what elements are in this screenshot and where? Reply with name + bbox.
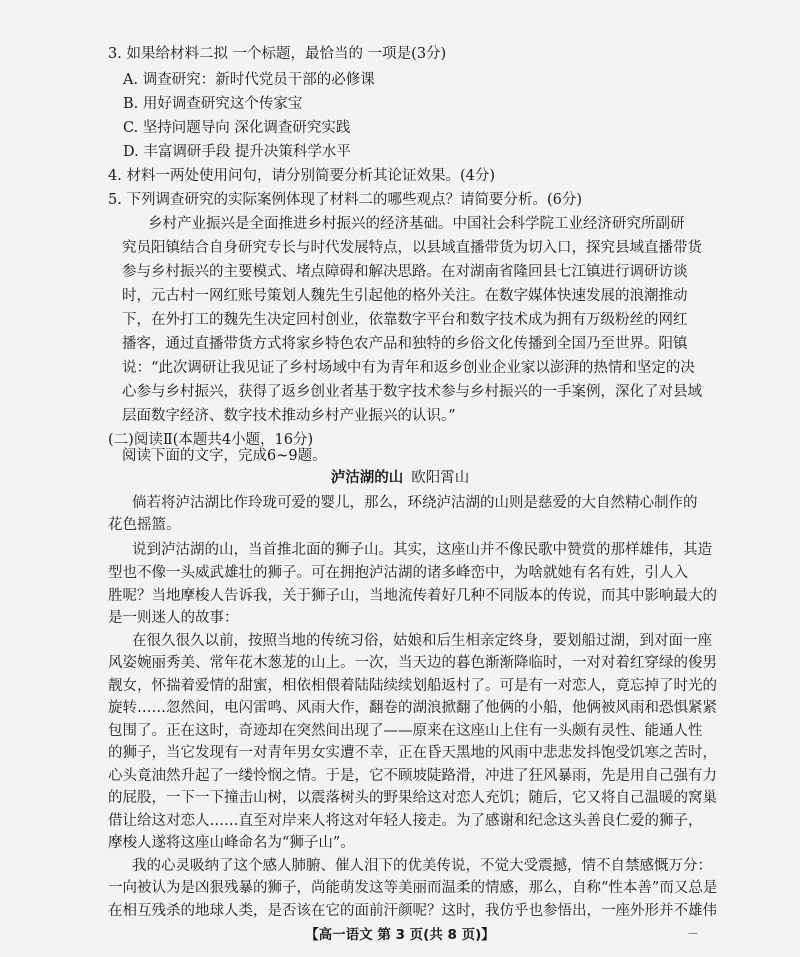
article-line: 的狮子，当它发现有一对青年男女实遭不幸，正在昏天黑地的风雨中悲悲发抖饱受饥寒之苦时，	[108, 745, 717, 761]
article-line: 靓女，怀揣着爱情的甜蜜，相依相偎着陆陆续续划船返村了。可是有一对恋人，竟忘掉了时光的	[108, 678, 717, 694]
article-line: 在相互残杀的地球人类，是否该在它的面前汗颜呢？这时，我仿乎也参悟出，一座外形并不雄伟	[108, 903, 717, 919]
article-line: 说到泸沽湖的山，当首推北面的狮子山。其实，这座山并不像民歌中赞赏的那样雄伟，其造	[132, 542, 712, 558]
section-instruction: 阅读下面的文字，完成6~9题。	[122, 448, 327, 464]
case-line: 究员阳镇结合自身研究专长与时代发展特点，以县域直播带货为切入口，探究县域直播带货	[122, 240, 702, 256]
option-d: D. 丰富调研手段 提升决策科学水平	[123, 144, 351, 160]
case-line: 时，元古村一网红账号策划人魏先生引起他的格外关注。在数字媒体快速发展的浪潮推动	[122, 288, 688, 304]
case-line: 说：“此次调研让我见证了乡村场域中有为青年和返乡创业企业家以澎湃的热情和坚定的决	[122, 360, 695, 376]
page-footer	[0, 926, 800, 944]
case-line: 参与乡村振兴的主要模式、堵点障碍和解决思路。在对湖南省隆回县七江镇进行调研访谈	[122, 264, 688, 280]
case-line: 下，在外打工的魏先生决定回村创业，依靠数字平台和数字技术成为拥有万级粉丝的网红	[122, 312, 688, 328]
case-line: 乡村产业振兴是全面推进乡村振兴的经济基础。中国社会科学院工业经济研究所副研	[148, 216, 685, 232]
article-line: 风姿婉丽秀美、常年花木葱茏的山上。一次，当天边的暮色渐渐降临时，一对对着红穿绿的俊男	[108, 655, 717, 671]
article-line: 的屁股，一下一下撞击山树，以震落树头的野果给这对恋人充饥；随后，它又将自己温暖的窝巢	[108, 790, 717, 806]
article-author: 欧阳霄山	[411, 470, 470, 486]
article-line: 包围了。正在这时，奇迹却在突然间出现了——原来在这座山上住有一头颇有灵性、能通人性	[108, 723, 703, 739]
article-line: 倘若将泸沽湖比作玲珑可爱的婴儿，那么，环绕泸沽湖的山则是慈爱的大自然精心制作的	[132, 495, 698, 511]
article-line: 我的心灵吸纳了这个感人肺腑、催人泪下的优美传说，不觉大受震撼，情不自禁感慨万分：	[132, 858, 712, 874]
section-heading: (二)阅读Ⅱ(本题共4小题，16分)	[108, 432, 314, 448]
article-line: 借让给这对恋人……直至对岸来人将这对年轻人接走。为了感谢和纪念这头善良仁爱的狮子，	[108, 813, 703, 829]
article-line: 旋转……忽然间，电闪雷鸣、风雨大作，翻卷的湖浪掀翻了他俩的小船，他俩被风雨和恐惧紧紧	[108, 700, 717, 716]
article-line: 在很久很久以前，按照当地的传统习俗，姑娘和后生相亲定终身，要划船过湖，到对面一座	[132, 633, 712, 649]
option-c: C. 坚持问题导向 深化调查研究实践	[123, 120, 351, 136]
article-line: 心头竟油然升起了一缕怜悯之情。于是，它不顾坡陡路滑，冲进了狂风暴雨，先是用自己强有力	[108, 768, 717, 784]
article-line: 胜呢？当地摩梭人告诉我，关于狮子山，当地流传着好几种不同版本的传说，而其中影响最大的	[108, 588, 717, 604]
case-line: 层面数字经济、数字技术推动乡村产业振兴的认识。”	[122, 408, 456, 424]
case-line: 心参与乡村振兴，获得了返乡创业者基于数字技术参与乡村振兴的一手案例，深化了对县域	[122, 384, 702, 400]
footer-mark: —	[688, 928, 698, 939]
article-header	[0, 468, 800, 488]
question-4: 4. 材料一两处使用问句，请分别简要分析其论证效果。(4分)	[108, 168, 495, 184]
option-b: B. 用好调查研究这个传家宝	[123, 96, 303, 112]
article-line: 型也不像一头威武雄壮的狮子。可在拥抱泸沽湖的诸多峰峦中，为啥就她有名有姓，引人入	[108, 565, 688, 581]
article-line: 摩梭人遂将这座山峰命名为“狮子山”。	[108, 835, 355, 851]
article-line: 是一则迷人的故事：	[108, 610, 239, 626]
footer-label: 【高一语文 第 3 页(共 8 页)】	[305, 927, 495, 943]
question-5: 5. 下列调查研究的实际案例体现了材料二的哪些观点？请简要分析。(6分)	[108, 192, 582, 208]
question-3: 3. 如果给材料二拟 一个标题，最恰当的 一项是(3分)	[108, 46, 447, 62]
case-line: 播客，通过直播带货方式将家乡特色农产品和独特的乡俗文化传播到全国乃至世界。阳镇	[122, 336, 688, 352]
article-title: 泸沽湖的山	[330, 470, 404, 486]
option-a: A. 调查研究：新时代党员干部的必修课	[123, 72, 375, 88]
article-line: 一向被认为是凶狠残暴的狮子，尚能萌发这等美丽而温柔的情感，那么，自称“性本善”而又总是	[108, 880, 718, 896]
article-line: 花色摇篮。	[108, 517, 181, 533]
